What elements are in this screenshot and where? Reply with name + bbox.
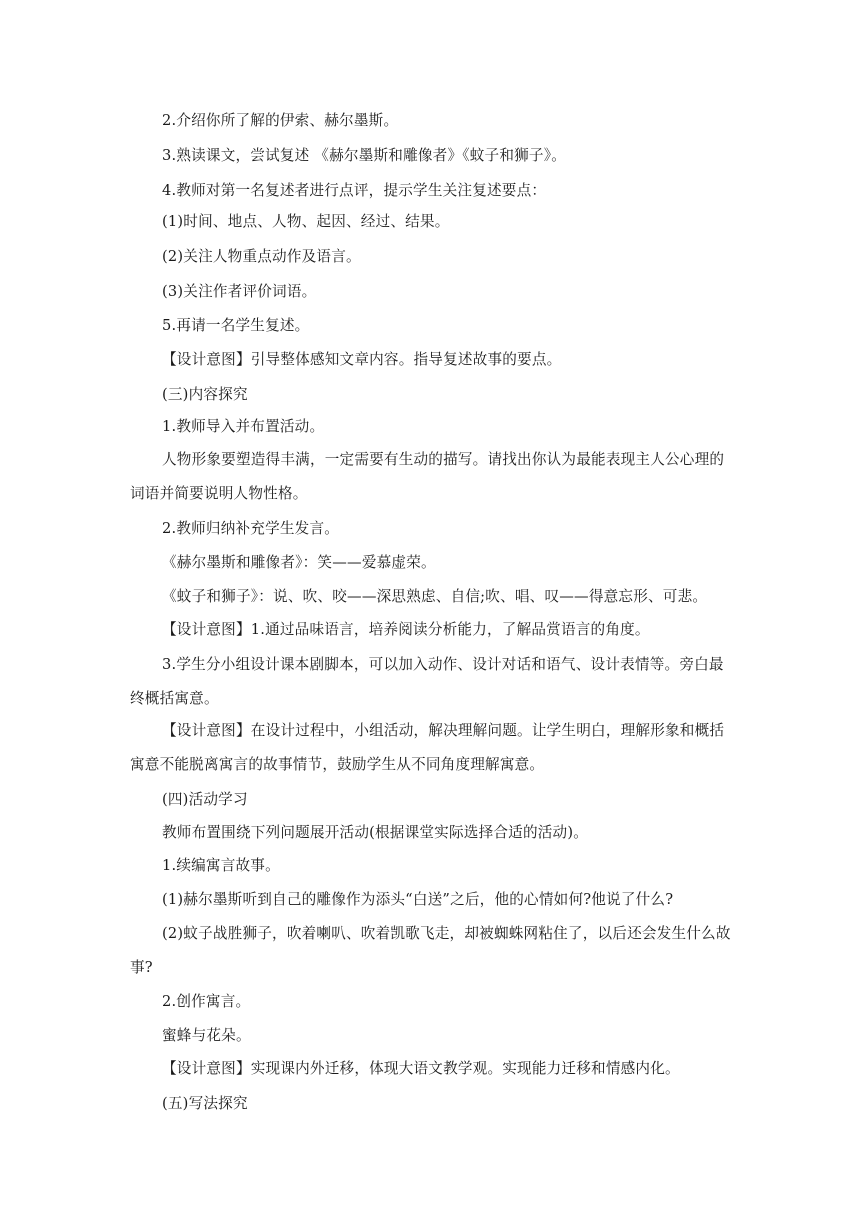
paragraph: 3.学生分小组设计课本剧脚本，可以加入动作、设计对话和语气、设计表情等。旁白最终概括寓意。 (130, 656, 724, 707)
text-line: 蜜蜂与花朵。 (162, 1027, 251, 1044)
text-line: 《赫尔墨斯和雕像者》：笑——爱慕虚荣。 (162, 554, 436, 571)
text-line: (1)赫尔墨斯听到自己的雕像作为添头“白送”之后，他的心情如何?他说了什么? (162, 891, 674, 908)
section-heading: (四)活动学习 (162, 791, 248, 808)
paragraph: 人物形象要塑造得丰满，一定需要有生动的描写。请找出你认为最能表现主人公心理的词语并简要说明人物性格。 (130, 451, 725, 502)
design-intent: 【设计意图】在设计过程中，小组活动，解决理解问题。让学生明白，理解形象和概括寓意不能脱离寓言的故事情节，鼓励学生从不同角度理解寓意。 (130, 722, 725, 773)
text-line: (3)关注作者评价词语。 (162, 283, 317, 300)
text-line: 3.熟读课文，尝试复述 《赫尔墨斯和雕像者》《蚊子和狮子》。 (162, 147, 566, 164)
design-intent: 【设计意图】1.通过品味语言，培养阅读分析能力，了解品赏语言的角度。 (162, 621, 650, 638)
text-line: 2.教师归纳补充学生发言。 (162, 520, 340, 537)
text-line: 5.再请一名学生复述。 (162, 317, 310, 334)
text-line: 4.教师对第一名复述者进行点评，提示学生关注复述要点： (162, 182, 547, 199)
design-intent: 【设计意图】引导整体感知文章内容。指导复述故事的要点。 (162, 351, 562, 368)
text-line: 教师布置围绕下列问题展开活动(根据课堂实际选择合适的活动)。 (162, 824, 589, 841)
text-line: 2.创作寓言。 (162, 993, 251, 1010)
design-intent: 【设计意图】实现课内外迁移，体现大语文教学观。实现能力迁移和情感内化。 (162, 1060, 680, 1077)
paragraph: (2)蚊子战胜狮子，吹着喇叭、吹着凯歌飞走，却被蜘蛛网粘住了，以后还会发生什么故事? (130, 925, 731, 976)
text-line: 2.介绍你所了解的伊索、赫尔墨斯。 (162, 112, 399, 129)
text-line: (1)时间、地点、人物、起因、经过、结果。 (162, 213, 450, 230)
section-heading: (五)写法探究 (162, 1095, 248, 1112)
section-heading: (三)内容探究 (162, 386, 248, 403)
text-line: 1.教师导入并布置活动。 (162, 418, 325, 435)
text-line: 《蚊子和狮子》：说、吹、咬——深思熟虑、自信;吹、唱、叹——得意忘形、可悲。 (162, 588, 708, 605)
text-line: (2)关注人物重点动作及语言。 (162, 248, 361, 265)
text-line: 1.续编寓言故事。 (162, 857, 280, 874)
